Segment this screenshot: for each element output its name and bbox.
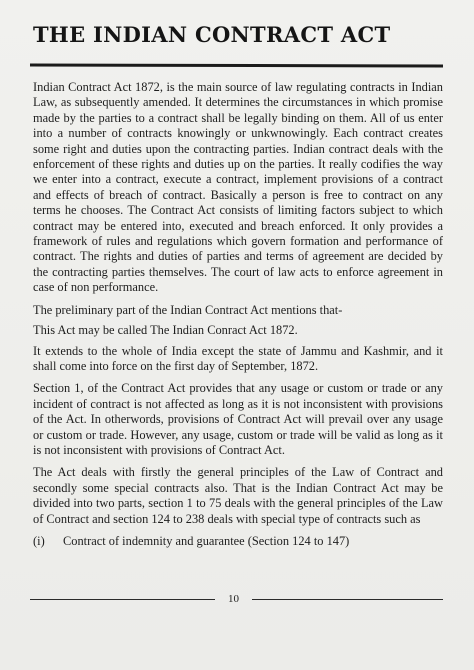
preliminary-paragraph: The preliminary part of the Indian Contract Act mentions that- xyxy=(33,302,343,317)
extent-paragraph: It extends to the whole of India except the state of Jammu and Kashmir, and it shall come into force on the first day of September, 1872. xyxy=(33,343,443,373)
page-title: THE INDIAN CONTRACT ACT xyxy=(33,22,391,47)
title-underline-rule xyxy=(30,63,443,67)
footer-rule-left xyxy=(30,599,215,600)
section-1-paragraph: Section 1, of the Contract Act provides that any usage or custom or trade or any incident of contract is not affected as long as it is not inconsistent with provisions of the Act. In otherwords, provisions of Contract Act will prevail over any usage or custom or trade. However, any usage, custom or trade will be valid as long as it is not inconsistent with provisions of Contract Act. xyxy=(33,381,443,457)
page-number: 10 xyxy=(228,593,239,605)
act-name-paragraph: This Act may be called The Indian Conract Act 1872. xyxy=(33,323,298,338)
list-item xyxy=(33,534,443,549)
list-item-text: Contract of indemnity and guarantee (Section 124 to 147) xyxy=(63,533,350,548)
page-footer xyxy=(30,592,443,606)
body-text xyxy=(33,80,443,549)
list-item-marker: (i) xyxy=(33,533,45,548)
footer-rule-right xyxy=(252,599,443,600)
act-parts-paragraph: The Act deals with firstly the general principles of the Law of Contract and secondly some special contracts also. That is the Indian Contract Act may be divided into two parts, section 1 to 75 deals with the general principles of the Law of Contract and section 124 to 238 deals with special type of contracts such as xyxy=(33,465,443,526)
intro-paragraph: Indian Contract Act 1872, is the main source of law regulating contracts in Indian Law, as subsequently amended. It determines the circumstances in which promise made by the parties to a contract shall be legally binding on them. All of us enter into a number of contracts knowingly or unkwnowingly. Each contract creates some right and duties upon the contracting parties. Indian contract deals with the enforcement of these rights and duties up on the parties. It really codifies the way we enter into a contract, execute a contract, implement provisions of a contract and effects of breach of contract. Basically a person is free to contract on any terms he chooses. The Contract Act consists of limiting factors subject to which contract may be entered into, executed and breach enforced. It only provides a framework of rules and regulations which govern formation and performance of contract. The rights and duties of parties and terms of agreement are decided by the contracting parties themselves. The court of law acts to enforce agreement in case of non performance. xyxy=(33,80,443,295)
